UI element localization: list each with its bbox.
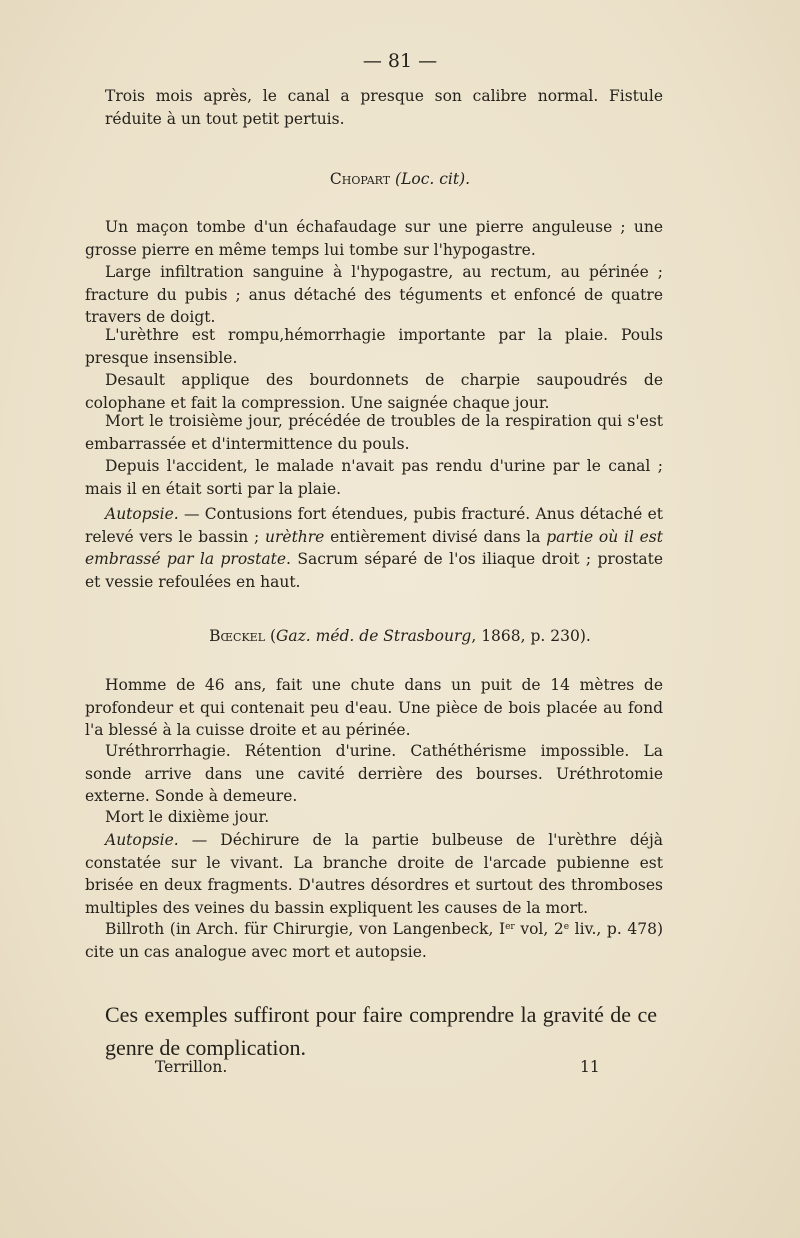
case2-autopsy: Autopsie. — Déchirure de la partie bulbeuse de l'urèthre déjà constatée sur le vivant. La branche droite de l'arcade pubienne est brisée en deux fragments. D'autres désordres et surtout des thromboses multiples des veines du bassin expliquent les causes de la mort. (85, 831, 663, 917)
author-name: Chopart (329, 170, 391, 188)
billroth-note: Billroth (in Arch. für Chirurgie, von Langenbeck, Ier vol, 2e liv., p. 478) cite un cas analogue avec mort et autopsie. (85, 920, 663, 961)
case1-p1: Un maçon tombe d'un échafaudage sur une pierre anguleuse ; une grosse pierre en même temps lui tombe sur l'hypogastre. (85, 218, 663, 259)
case2-p2: Uréthrorrhagie. Rétention d'urine. Cathéthérisme impossible. La sonde arrive dans une cavité derrière des bourses. Uréthrotomie externe. Sonde à demeure. (85, 742, 663, 805)
case1-p4: Desault applique des bourdonnets de charpie saupoudrés de colophane et fait la compression. Une saignée chaque jour. (85, 371, 663, 412)
case2-p3: Mort le dixième jour. (105, 808, 270, 826)
autopsy-label: Autopsie. (105, 831, 179, 849)
page-number: — 81 — (362, 50, 438, 72)
case1-p6: Depuis l'accident, le malade n'avait pas rendu d'urine par le canal ; mais il en était sorti par la plaie. (85, 457, 663, 498)
case1-autopsy: Autopsie. — Contusions fort étendues, pubis fracturé. Anus détaché et relevé vers le bassin ; urèthre entièrement divisé dans la partie où il est embrassé par la prostate. Sacrum séparé de l'os iliaque droit ; prostate et vessie refoulées en haut. (85, 505, 663, 591)
footer-signature: 11 (580, 1058, 600, 1076)
case-heading-chopart (0, 170, 800, 188)
case1-p5: Mort le troisième jour, précédée de troubles de la respiration qui s'est embarrassée et d'intermittence du pouls. (85, 412, 663, 453)
autopsy-label: Autopsie. (105, 505, 179, 523)
conclusion: Ces exemples suffiront pour faire comprendre la gravité de ce genre de complication. (105, 1002, 657, 1060)
case1-p3: L'urèthre est rompu,hémorrhagie importante par la plaie. Pouls presque insensible. (85, 326, 663, 367)
case-heading-boeckel: Bœckel (Gaz. méd. de Strasbourg, 1868, p. 230). (209, 627, 591, 645)
paragraph-intro: Trois mois après, le canal a presque son calibre normal. Fistule réduite à un tout petit pertuis. (105, 87, 663, 128)
reference: (Loc. cit). (395, 170, 471, 188)
case2-p1: Homme de 46 ans, fait une chute dans un puit de 14 mètres de profondeur et qui contenait peu d'eau. Une pièce de bois placée au fond l'a blessé à la cuisse droite et au périnée. (85, 676, 663, 739)
footer-author: Terrillon. (155, 1058, 228, 1076)
case1-p2: Large infiltration sanguine à l'hypogastre, au rectum, au périnée ; fracture du pubis ; anus détaché des téguments et enfoncé de quatre travers de doigt. (85, 263, 663, 326)
